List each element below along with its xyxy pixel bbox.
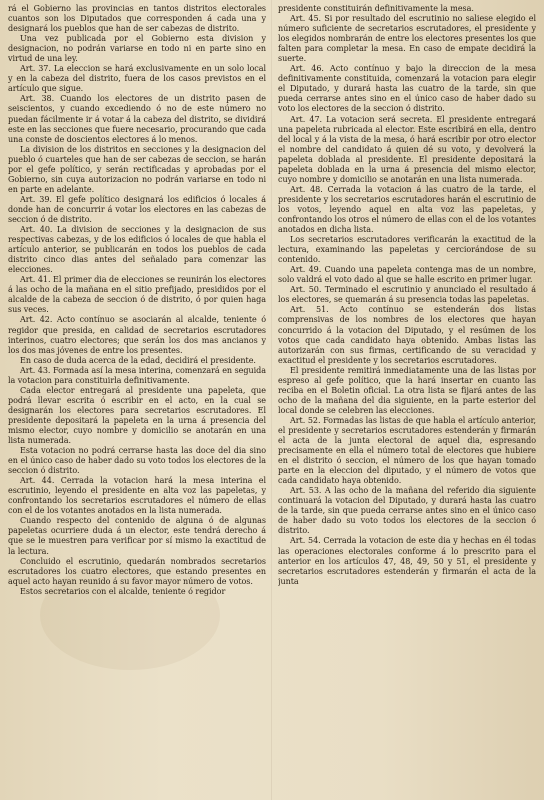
right-text-column	[278, 4, 536, 796]
paragraph: Art. 49. Cuando una papeleta contenga mas de un nombre, solo valdrá el voto dado al que se halle escrito en primer lugar.	[278, 265, 536, 285]
column-gutter	[271, 0, 272, 800]
paragraph: presidente constituirán definitivamente la mesa.	[278, 4, 474, 13]
paragraph: Art. 45. Si por resultado del escrutinio no saliese elegido el número suficiente de secretarios escrutadores, el presidente y los elegidos nombrarán de entre los electores presentes los que falten para completar la mesa. En caso de empate decidirá la suerte.	[278, 14, 536, 64]
paragraph: Art. 47. La votacion será secreta. El presidente entregará una papeleta rubricada al elector. Este escribirá en ella, dentro del local y á la vista de la mesa, ó hará escribir por otro elector el nombre del candidato á quien dé su voto, y devolverá la papeleta doblada al presidente. El presidente depositará la papeleta doblada en la urna á presencia del mismo elector, cuyo nombre y domicilio se anotarán en una lista numerada.	[278, 114, 536, 184]
paragraph: Concluido el escrutinio, quedarán nombrados secretarios escrutadores los cuatro electores, que estando presentes en aquel acto hayan reunido á su favor mayor número de votos.	[8, 556, 266, 586]
paragraph: Art. 40. La division de secciones y la designacion de sus respectivas cabezas, y de los edificios ó locales de que habla el artículo anterior, se publicarán en todos los pueblos de cada distrito cinco dias antes del señalado para comenzar las elecciones.	[8, 225, 266, 275]
paragraph: En caso de duda acerca de la edad, decidirá el presidente.	[20, 355, 256, 365]
paragraph: Esta votacion no podrá cerrarse hasta las doce del dia sino en el único caso de haber dado su voto todos los electores de la seccion ó distrito.	[8, 446, 266, 476]
paragraph: Una vez publicada por el Gobierno esta division y designacion, no podrán variarse en todo ni en parte sino en virtud de una ley.	[8, 34, 266, 64]
left-text-column	[8, 4, 266, 796]
paragraph: Art. 52. Formadas las listas de que habla el artículo anterior, el presidente y secretarios escrutadores estenderán y firmarán el acta de la junta electoral de aquel dia, espresando precisamente en ella el número total de electores que hubiere en el distrito ó seccion, el número de los que hayan tomado parte en la eleccion del diputado, y el número de votos que cada candidato haya obtenido.	[278, 415, 536, 486]
paragraph: Estos secretarios con el alcalde, teniente ó regidor	[20, 586, 226, 596]
paragraph: Art. 51. Acto contínuo se estenderán dos listas comprensivas de los nombres de los electores que hayan concurrido á la votacion del Diputado, y el resúmen de los votos que cada candidato haya obtenido. Ambas listas las autorizarán con sus firmas, certificando de su veracidad y exactitud el presidente y los secretarios escrutadores.	[278, 305, 536, 365]
paragraph: Art. 48. Cerrada la votacion á las cuatro de la tarde, el presidente y los secretarios escrutadores harán el escrutinio de los votos, leyendo aquel en alta voz las papeletas, y confrontando los otros el número de ellas con el de los votantes anotados en dicha lista.	[278, 184, 536, 235]
paragraph: Art. 50. Terminado el escrutinio y anunciado el resultado á los electores, se quemarán á su presencia todas las papeletas.	[278, 285, 536, 305]
paragraph: Cada elector entregará al presidente una papeleta, que podrá llevar escrita ó escribir en el acto, en la cual se designarán los electores para secretarios escrutadores. El presidente depositará la papeleta en la urna á presencia del mismo elector, cuyo nombre y domicilio se anotarán en una lista numerada.	[8, 385, 266, 446]
paragraph: Art. 42. Acto contínuo se asociarán al alcalde, teniente ó regidor que presida, en calidad de secretarios escrutadores interinos, cuatro electores; que serán los dos mas ancianos y los dos mas jóvenes de entre los presentes.	[8, 315, 266, 355]
paragraph: Los secretarios escrutadores verificarán la exactitud de la lectura, examinando las papeletas y cerciorándose de su contenido.	[278, 235, 536, 265]
paragraph: Art. 44. Cerrada la votacion hará la mesa interina el escrutinio, leyendo el presidente en alta voz las papeletas, y confrontando los secretarios escrutadores el número de ellas con el de los votantes anotados en la lista numerada.	[8, 476, 266, 516]
paragraph: Art. 53. A las ocho de la mañana del referido dia siguiente continuará la votacion del Diputado, y durará hasta las cuatro de la tarde, sin que pueda cerrarse antes sino en el único caso de haber dado su voto todos los electores de la seccion ó distrito.	[278, 486, 536, 536]
paragraph: rá el Gobierno las provincias en tantos distritos electorales cuantos son los Diputados que corresponden á cada una y designará los pueblos que han de ser cabezas de distrito.	[8, 4, 266, 34]
paragraph: Cuando respecto del contenido de alguna ó de algunas papeletas ocurriere duda á un elector, este tendrá derecho á que se le muestren para verificar por sí mismo la exactitud de la lectura.	[8, 516, 266, 556]
paragraph: El presidente remitirá inmediatamente una de las listas por espreso al gefe político, que la hará insertar en cuanto las reciba en el Boletin oficial. La otra lista se fijará antes de las ocho de la mañana del dia siguiente, en la parte esterior del local donde se celebren las elecciones.	[278, 365, 536, 415]
paragraph: Art. 38. Cuando los electores de un distrito pasen de seiscientos, y cuando excediendo ó no de este número no puedan fácilmente ir á votar á la cabeza del distrito, se dividirá este en las secciones que fuere necesario, procurando que cada una conste de doscientos electores á lo menos.	[8, 94, 266, 144]
paragraph: Art. 39. El gefe político designará los edificios ó locales á donde han de concurrir á votar los electores en las cabezas de seccion ó de distrito.	[8, 194, 266, 224]
paragraph: Art. 54. Cerrada la votacion de este dia y hechas en él todas las operaciones electorales conforme á lo prescrito para el anterior en los artículos 47, 48, 49, 50 y 51, el presidente y secretarios escrutadores estenderán y firmarán el acta de la junta	[278, 536, 536, 586]
paragraph: Art. 43. Formada así la mesa interina, comenzará en seguida la votacion para constituirla definitivamente.	[8, 365, 266, 385]
paragraph: La division de los distritos en secciones y la designacion del pueblo ó cuarteles que han de ser cabezas de seccion, se harán por el gefe político, y serán rectificadas y aprobadas por el Gobierno, sin cuya autorizacion no podrán variarse en todo ni en parte en adelante.	[8, 144, 266, 194]
paragraph: Art. 41. El primer dia de elecciones se reunirán los electores á las ocho de la mañana en el sitio prefijado, presididos por el alcalde de la cabeza de seccion ó de distrito, ó por quien haga sus veces.	[8, 275, 266, 315]
paragraph: Art. 37. La eleccion se hará exclusivamente en un solo local y en la cabeza del distrito, fuera de los casos previstos en el artículo que sigue.	[8, 64, 266, 94]
paragraph: Art. 46. Acto contínuo y bajo la direccion de la mesa definitivamente constituida, comenzará la votacion para elegir el Diputado, y durará hasta las cuatro de la tarde, sin que pueda cerrarse antes sino en el único caso de haber dado su voto los electores de la seccion ó distrito.	[278, 64, 536, 114]
